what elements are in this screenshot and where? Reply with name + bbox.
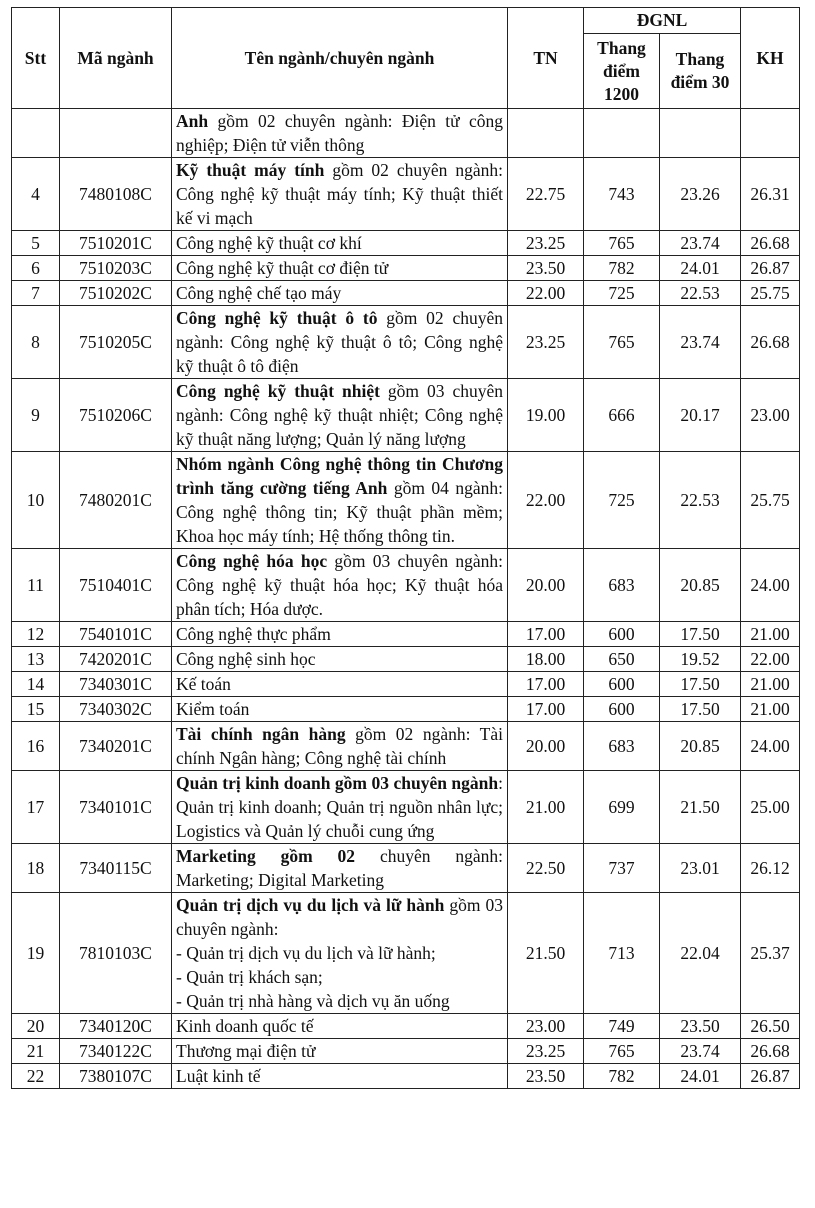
cell-stt: 4 [12, 158, 60, 231]
cell-thang-1200: 765 [584, 1039, 660, 1064]
cell-ten-nganh [172, 697, 508, 722]
header-dgnl: ĐGNL [584, 8, 741, 34]
cell-stt: 6 [12, 256, 60, 281]
cell-thang-30: 23.01 [660, 844, 741, 893]
cell-thang-1200: 743 [584, 158, 660, 231]
cell-ten-nganh [172, 622, 508, 647]
header-thang-1200: Thang điểm 1200 [584, 34, 660, 109]
program-name-text: gồm 02 chuyên ngành: Điện tử công nghiệp; Điện tử viễn thông [176, 111, 503, 155]
cell-kh: 26.31 [741, 158, 800, 231]
cell-stt: 9 [12, 379, 60, 452]
cell-ma-nganh: 7510206C [60, 379, 172, 452]
program-name-text: Kiểm toán [176, 699, 250, 719]
table-row [12, 893, 800, 1014]
cell-thang-1200: 600 [584, 672, 660, 697]
table-row [12, 379, 800, 452]
cell-ma-nganh: 7340122C [60, 1039, 172, 1064]
cell-ma-nganh: 7340302C [60, 697, 172, 722]
cell-ten-nganh [172, 647, 508, 672]
cell-kh: 24.00 [741, 722, 800, 771]
cell-thang-30: 19.52 [660, 647, 741, 672]
cell-stt: 13 [12, 647, 60, 672]
cell-ma-nganh: 7340301C [60, 672, 172, 697]
table-row [12, 549, 800, 622]
cell-ten-nganh [172, 722, 508, 771]
cell-tn: 21.00 [508, 771, 584, 844]
cell-tn: 18.00 [508, 647, 584, 672]
cell-ma-nganh: 7510205C [60, 306, 172, 379]
program-name-bold: Công nghệ kỹ thuật ô tô [176, 308, 378, 328]
cell-thang-1200: 683 [584, 722, 660, 771]
cell-ten-nganh [172, 281, 508, 306]
cell-ma-nganh: 7510401C [60, 549, 172, 622]
cell-thang-1200: 666 [584, 379, 660, 452]
cell-stt: 17 [12, 771, 60, 844]
cell-tn: 17.00 [508, 672, 584, 697]
cell-ten-nganh [172, 844, 508, 893]
cell-ten-nganh [172, 672, 508, 697]
table-row [12, 1039, 800, 1064]
cell-ma-nganh: 7510203C [60, 256, 172, 281]
cell-kh: 25.37 [741, 893, 800, 1014]
cell-thang-1200: 782 [584, 1064, 660, 1089]
table-row [12, 1014, 800, 1039]
cell-thang-1200: 683 [584, 549, 660, 622]
cell-tn: 22.50 [508, 844, 584, 893]
cell-tn: 19.00 [508, 379, 584, 452]
program-name-text: chuyên ngành: Marketing; Digital Marketing [176, 846, 503, 890]
cell-ten-nganh [172, 1064, 508, 1089]
cell-stt: 14 [12, 672, 60, 697]
cell-stt: 10 [12, 452, 60, 549]
cell-thang-1200: 725 [584, 452, 660, 549]
table-row [12, 306, 800, 379]
cell-kh: 23.00 [741, 379, 800, 452]
cell-ten-nganh [172, 549, 508, 622]
table-row [12, 452, 800, 549]
cell-kh: 26.87 [741, 256, 800, 281]
cell-stt: 19 [12, 893, 60, 1014]
cell-stt: 16 [12, 722, 60, 771]
cell-thang-30: 24.01 [660, 1064, 741, 1089]
program-sub-line: - Quản trị khách sạn; [176, 967, 323, 987]
cell-stt: 20 [12, 1014, 60, 1039]
table-row [12, 158, 800, 231]
cell-kh: 26.68 [741, 306, 800, 379]
cell-stt [12, 109, 60, 158]
cell-kh: 26.68 [741, 1039, 800, 1064]
program-name-text: Kinh doanh quốc tế [176, 1016, 314, 1036]
program-name-bold: Nhóm ngành Công nghệ thông tin Chương trình tăng cường tiếng Anh [176, 454, 503, 498]
cell-tn: 22.75 [508, 158, 584, 231]
cell-thang-30: 17.50 [660, 672, 741, 697]
cell-ma-nganh: 7420201C [60, 647, 172, 672]
cell-tn: 22.00 [508, 281, 584, 306]
cell-tn: 23.50 [508, 256, 584, 281]
header-thang-30: Thang điểm 30 [660, 34, 741, 109]
cell-thang-30: 17.50 [660, 622, 741, 647]
program-name-bold: Công nghệ kỹ thuật nhiệt [176, 381, 380, 401]
cell-tn: 23.25 [508, 231, 584, 256]
table-row [12, 1064, 800, 1089]
program-name-text: Công nghệ chế tạo máy [176, 283, 342, 303]
table-body [12, 109, 800, 1089]
cell-thang-1200: 600 [584, 622, 660, 647]
table-row [12, 231, 800, 256]
cell-ma-nganh: 7510201C [60, 231, 172, 256]
program-name-bold: Marketing gồm 02 [176, 846, 356, 866]
cell-stt: 22 [12, 1064, 60, 1089]
table-row [12, 647, 800, 672]
program-name-bold: Quản trị kinh doanh gồm 03 chuyên ngành [176, 773, 499, 793]
cell-ma-nganh: 7810103C [60, 893, 172, 1014]
cell-stt: 7 [12, 281, 60, 306]
cell-thang-30: 21.50 [660, 771, 741, 844]
cell-thang-30: 22.53 [660, 452, 741, 549]
cell-kh: 21.00 [741, 697, 800, 722]
program-name-text: Công nghệ sinh học [176, 649, 316, 669]
table-row [12, 771, 800, 844]
table-row [12, 697, 800, 722]
cell-ten-nganh [172, 306, 508, 379]
cell-thang-30: 23.74 [660, 306, 741, 379]
cell-thang-1200: 725 [584, 281, 660, 306]
cell-kh: 21.00 [741, 622, 800, 647]
cell-stt: 5 [12, 231, 60, 256]
cell-ten-nganh [172, 1039, 508, 1064]
header-ten-nganh: Tên ngành/chuyên ngành [172, 8, 508, 109]
cell-thang-1200: 699 [584, 771, 660, 844]
cell-stt: 11 [12, 549, 60, 622]
cell-thang-30: 20.85 [660, 549, 741, 622]
cell-ten-nganh [172, 231, 508, 256]
program-sub-line: - Quản trị dịch vụ du lịch và lữ hành; [176, 943, 436, 963]
table-row [12, 622, 800, 647]
cell-ma-nganh: 7340120C [60, 1014, 172, 1039]
cell-thang-1200: 600 [584, 697, 660, 722]
cell-ma-nganh: 7540101C [60, 622, 172, 647]
cell-ma-nganh: 7340101C [60, 771, 172, 844]
cell-ten-nganh [172, 256, 508, 281]
cell-tn: 23.00 [508, 1014, 584, 1039]
program-name-text: gồm 03 chuyên ngành: Công nghệ kỹ thuật hóa học; Kỹ thuật hóa phân tích; Hóa dược. [176, 551, 503, 619]
cell-tn: 23.25 [508, 306, 584, 379]
cell-kh: 25.75 [741, 452, 800, 549]
cell-thang-30: 23.26 [660, 158, 741, 231]
header-stt: Stt [12, 8, 60, 109]
cell-kh [741, 109, 800, 158]
program-name-text: gồm 02 ngành: Tài chính Ngân hàng; Công nghệ tài chính [176, 724, 504, 768]
cell-stt: 21 [12, 1039, 60, 1064]
cell-thang-30: 23.74 [660, 1039, 741, 1064]
cell-ma-nganh: 7340201C [60, 722, 172, 771]
program-name-text: gồm 03 chuyên ngành: [176, 895, 503, 939]
cell-thang-1200: 765 [584, 231, 660, 256]
cell-kh: 21.00 [741, 672, 800, 697]
cell-tn: 20.00 [508, 722, 584, 771]
table-row [12, 722, 800, 771]
cell-thang-30: 22.04 [660, 893, 741, 1014]
cell-kh: 26.50 [741, 1014, 800, 1039]
cell-tn: 23.50 [508, 1064, 584, 1089]
program-name-bold: Quản trị dịch vụ du lịch và lữ hành [176, 895, 445, 915]
cell-ten-nganh [172, 771, 508, 844]
cell-kh: 26.87 [741, 1064, 800, 1089]
cell-ten-nganh [172, 379, 508, 452]
table-row [12, 256, 800, 281]
cell-thang-30: 20.85 [660, 722, 741, 771]
cell-kh: 26.68 [741, 231, 800, 256]
program-name-text: Công nghệ kỹ thuật cơ điện tử [176, 258, 389, 278]
cell-thang-30: 23.50 [660, 1014, 741, 1039]
cell-tn: 23.25 [508, 1039, 584, 1064]
cell-ten-nganh [172, 1014, 508, 1039]
cell-tn: 17.00 [508, 697, 584, 722]
cell-kh: 24.00 [741, 549, 800, 622]
program-name-text: gồm 04 ngành: Công nghệ thông tin; Kỹ thuật phần mềm; Khoa học máy tính; Hệ thống thông tin. [176, 478, 503, 546]
cell-tn: 17.00 [508, 622, 584, 647]
cell-ten-nganh [172, 893, 508, 1014]
cell-thang-1200: 765 [584, 306, 660, 379]
cell-thang-1200 [584, 109, 660, 158]
table-row [12, 672, 800, 697]
program-name-text: Luật kinh tế [176, 1066, 261, 1086]
cell-ma-nganh: 7510202C [60, 281, 172, 306]
cell-thang-30: 20.17 [660, 379, 741, 452]
cell-thang-30: 24.01 [660, 256, 741, 281]
cell-thang-30 [660, 109, 741, 158]
cell-tn: 20.00 [508, 549, 584, 622]
cell-stt: 18 [12, 844, 60, 893]
cell-ten-nganh [172, 452, 508, 549]
table-row [12, 281, 800, 306]
cell-thang-1200: 749 [584, 1014, 660, 1039]
cell-kh: 26.12 [741, 844, 800, 893]
program-name-bold: Tài chính ngân hàng [176, 724, 346, 744]
program-name-text: Công nghệ thực phẩm [176, 624, 331, 644]
cell-stt: 12 [12, 622, 60, 647]
cell-tn: 21.50 [508, 893, 584, 1014]
program-name-text: : Quản trị kinh doanh; Quản trị nguồn nhân lực; Logistics và Quản lý chuỗi cung ứng [176, 773, 503, 841]
cell-ma-nganh: 7340115C [60, 844, 172, 893]
cell-thang-1200: 650 [584, 647, 660, 672]
cell-thang-30: 23.74 [660, 231, 741, 256]
cell-ten-nganh [172, 158, 508, 231]
program-name-bold: Kỹ thuật máy tính [176, 160, 325, 180]
header-ma-nganh: Mã ngành [60, 8, 172, 109]
cell-thang-1200: 713 [584, 893, 660, 1014]
cell-ma-nganh [60, 109, 172, 158]
cell-kh: 25.75 [741, 281, 800, 306]
program-name-text: gồm 03 chuyên ngành: Công nghệ kỹ thuật nhiệt; Công nghệ kỹ thuật năng lượng; Quản lý năng lượng [176, 381, 503, 449]
table-row [12, 844, 800, 893]
cell-thang-1200: 737 [584, 844, 660, 893]
table-row [12, 109, 800, 158]
cell-ma-nganh: 7480108C [60, 158, 172, 231]
cell-ten-nganh [172, 109, 508, 158]
header-kh: KH [741, 8, 800, 109]
admission-score-table [11, 7, 800, 1089]
cell-kh: 25.00 [741, 771, 800, 844]
program-name-bold: Công nghệ hóa học [176, 551, 328, 571]
program-name-text: gồm 02 chuyên ngành: Công nghệ kỹ thuật máy tính; Kỹ thuật thiết kế vi mạch [176, 160, 503, 228]
cell-ma-nganh: 7480201C [60, 452, 172, 549]
cell-ma-nganh: 7380107C [60, 1064, 172, 1089]
table-header [12, 8, 800, 109]
program-name-text: Thương mại điện tử [176, 1041, 316, 1061]
program-sub-line: - Quản trị nhà hàng và dịch vụ ăn uống [176, 991, 450, 1011]
program-name-text: gồm 02 chuyên ngành: Công nghệ kỹ thuật ô tô; Công nghệ kỹ thuật ô tô điện [176, 308, 503, 376]
cell-thang-30: 22.53 [660, 281, 741, 306]
cell-thang-30: 17.50 [660, 697, 741, 722]
cell-stt: 15 [12, 697, 60, 722]
cell-tn: 22.00 [508, 452, 584, 549]
program-name-text: Kế toán [176, 674, 231, 694]
cell-thang-1200: 782 [584, 256, 660, 281]
program-name-bold: Anh [176, 111, 209, 131]
cell-tn [508, 109, 584, 158]
cell-kh: 22.00 [741, 647, 800, 672]
header-tn: TN [508, 8, 584, 109]
program-name-text: Công nghệ kỹ thuật cơ khí [176, 233, 362, 253]
cell-stt: 8 [12, 306, 60, 379]
